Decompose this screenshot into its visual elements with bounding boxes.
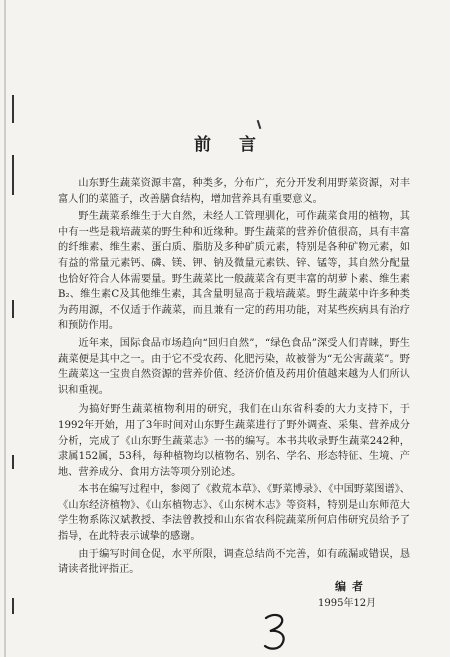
margin-mark [12, 155, 14, 195]
handwritten-page-number [262, 612, 288, 652]
signature: 编者 [335, 580, 369, 593]
binding-edge [4, 0, 6, 657]
preface-title: 前言 [194, 135, 284, 155]
date: 1995年12月 [318, 598, 377, 609]
top-tick-mark [257, 120, 262, 129]
paragraph-6: 由于编写时间仓促，水平所限，调查总结尚不完善，如有疏漏或错误，恳请读者批评指正。 [58, 548, 410, 576]
margin-mark [12, 598, 14, 614]
margin-mark [12, 300, 14, 318]
paragraph-4: 为搞好野生蔬菜植物利用的研究，我们在山东省科委的大力支持下，于1992年开始，用了3年时间对山东野生蔬菜进行了野外调查、采集、营养成分分析，完成了《山东野生蔬菜志》一书的编写。本书共收录野生蔬菜242种，隶属152属，53科，每种植物均以植物名、别名、学名、形态特征、生境、产地、营养成分、食用方法等项分别论述。 [58, 404, 410, 478]
paragraph-2: 野生蔬菜系维生于大自然，未经人工管理驯化，可作蔬菜食用的植物，其中有一些是栽培蔬菜的野生种和近缘种。野生蔬菜的营养价值很高，具有丰富的纤维素、维生素、蛋白质、脂肪及多种矿质元素，特别是各种矿物元素，如有益的常量元素钙、磷、镁、钾、钠及微量元素铁、锌、锰等，其自然分配量也恰好符合人体需要量。野生蔬菜比一般蔬菜含有更丰富的胡萝卜素、维生素B₂、维生素C及其他维生素，其含量明显高于栽培蔬菜。野生蔬菜中许多种类为药用源，不仅适于作蔬菜，而且兼有一定的药用功能，对某些疾病具有治疗和预防作用。 [58, 211, 410, 332]
paragraph-1: 山东野生蔬菜资源丰富，种类多，分布广，充分开发利用野菜资源，对丰富人们的菜篮子，改善膳食结构，增加营养具有重要意义。 [58, 178, 410, 205]
margin-mark [12, 95, 14, 123]
paragraph-5: 本书在编写过程中，参阅了《救荒本草》、《野菜博录》、《中国野菜图谱》、《山东经济植物》、《山东植物志》、《山东树木志》等资料，特别是山东师范大学生物系陈汉斌教授、李法曾教授和山东省农科院蔬菜所何启伟研究员给予了指导，在此特表示诚挚的感谢。 [58, 484, 410, 543]
margin-mark [12, 455, 14, 469]
paragraph-3: 近年来，国际食品市场趋向“回归自然”，“绿色食品”深受人们青睐，野生蔬菜便是其中之一。由于它不受农药、化肥污染，故被誉为“无公害蔬菜”。野生蔬菜这一宝贵自然资源的营养价值、经济价值及药用价值越来越为人们所认识和重视。 [58, 337, 410, 396]
preface-body [58, 176, 410, 580]
